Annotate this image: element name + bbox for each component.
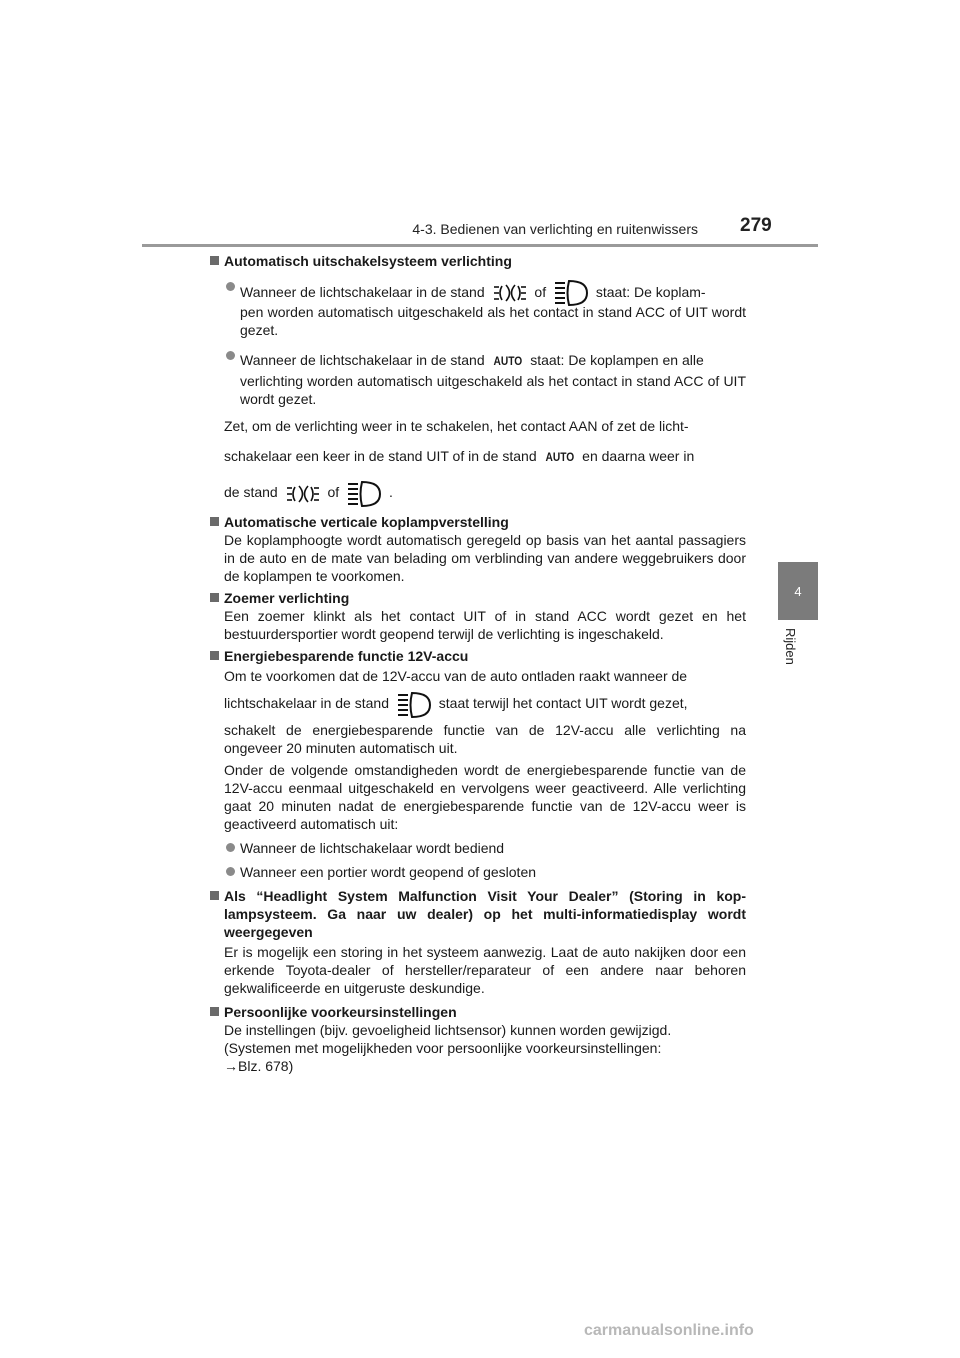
section-heading: Automatisch uitschakelsysteem verlichting — [208, 252, 746, 270]
section-heading: Automatische verticale koplampverstelling — [208, 513, 746, 531]
paragraph: Een zoemer klinkt als het contact UIT of in stand ACC wordt gezet en het bestuurdersportier wordt geopend terwijl de verlichting is ingeschakeld. — [224, 608, 746, 643]
paragraph: schakelaar een keer in de stand UIT of in de stand AUTO en daarna weer in — [208, 442, 746, 471]
headlamp-icon — [397, 691, 431, 719]
tail-lamp-icon — [286, 483, 320, 505]
watermark: carmanualsonline.info — [584, 1322, 754, 1339]
paragraph: (Systemen met mogelijkheden voor persoonlijke voorkeursinstellingen: — [224, 1040, 662, 1057]
paragraph: Er is mogelijk een storing in het systeem aanwezig. Laat de auto nakijken door een erkende Toyota-dealer of hersteller/reparateur of een andere naar behoren gekwalificeerde en uitgeruste deskundige. — [224, 944, 746, 997]
auto-label: AUTO — [545, 450, 574, 465]
headlamp-icon — [347, 480, 381, 508]
bullet-continuation: verlichting worden automatisch uitgeschakeld als het contact in stand ACC of UIT wordt gezet. — [240, 373, 746, 408]
page-header — [0, 0, 960, 250]
chapter-title: 4-3. Bedienen van verlichting en ruitenwissers — [412, 221, 698, 237]
bullet-item: Wanneer de lichtschakelaar in de stand AUTO staat: De koplampen en alle — [208, 347, 746, 374]
headlamp-icon — [554, 279, 588, 307]
chapter-tab — [778, 562, 818, 620]
bullet-item: Wanneer de lichtschakelaar wordt bediend — [208, 839, 746, 857]
paragraph: Om te voorkomen dat de 12V-accu van de auto ontladen raakt wanneer de — [224, 668, 688, 685]
header-rule — [142, 244, 818, 247]
section-heading: Persoonlijke voorkeursinstellingen — [208, 1003, 746, 1021]
section-heading: Zoemer verlichting — [208, 589, 746, 607]
paragraph: De instellingen (bijv. gevoeligheid lichtsensor) kunnen worden gewijzigd. — [224, 1022, 672, 1039]
section-heading: Als “Headlight System Malfunction Visit Your Dealer” (Storing in kop-lampsysteem. Ga naar uw dealer) op het multi-informatiedisplay wordt weergegeven — [208, 887, 746, 941]
page-reference: →Blz. 678) — [224, 1058, 294, 1075]
page-number: 279 — [740, 215, 772, 236]
page-content — [208, 252, 746, 1075]
paragraph: de stand of . — [208, 475, 746, 509]
paragraph: Zet, om de verlichting weer in te schakelen, het contact AAN of zet de licht- — [224, 418, 689, 435]
section-heading: Energiebesparende functie 12V-accu — [208, 647, 746, 665]
bullet-item: Wanneer de lichtschakelaar in de stand of staat: De koplam- — [208, 278, 746, 307]
chapter-number: 4 — [794, 584, 802, 599]
bullet-continuation: pen worden automatisch uitgeschakeld als het contact in stand ACC of UIT wordt gezet. — [240, 304, 746, 339]
auto-label: AUTO — [493, 354, 522, 369]
paragraph: lichtschakelaar in de stand staat terwijl het contact UIT wordt gezet, — [208, 685, 746, 721]
tail-lamp-icon — [493, 282, 527, 304]
paragraph: Onder de volgende omstandigheden wordt de energiebesparende functie van de 12V-accu eenmaal uitgeschakeld en vervolgens weer geactiveerd. Alle verlichting gaat 20 minuten nadat de energiebesparende functie van de 12V-accu weer is geactiveerd automatisch uit: — [224, 762, 746, 833]
bullet-item: Wanneer een portier wordt geopend of gesloten — [208, 863, 746, 881]
paragraph: De koplamphoogte wordt automatisch geregeld op basis van het aantal passagiers in de auto en de mate van belading om verblinding van andere weggebruikers door de koplampen te voorkomen. — [224, 532, 746, 585]
paragraph: schakelt de energiebesparende functie van de 12V-accu alle verlichting na ongeveer 20 minuten automatisch uit. — [224, 722, 746, 757]
chapter-label: Rijden — [783, 628, 798, 665]
